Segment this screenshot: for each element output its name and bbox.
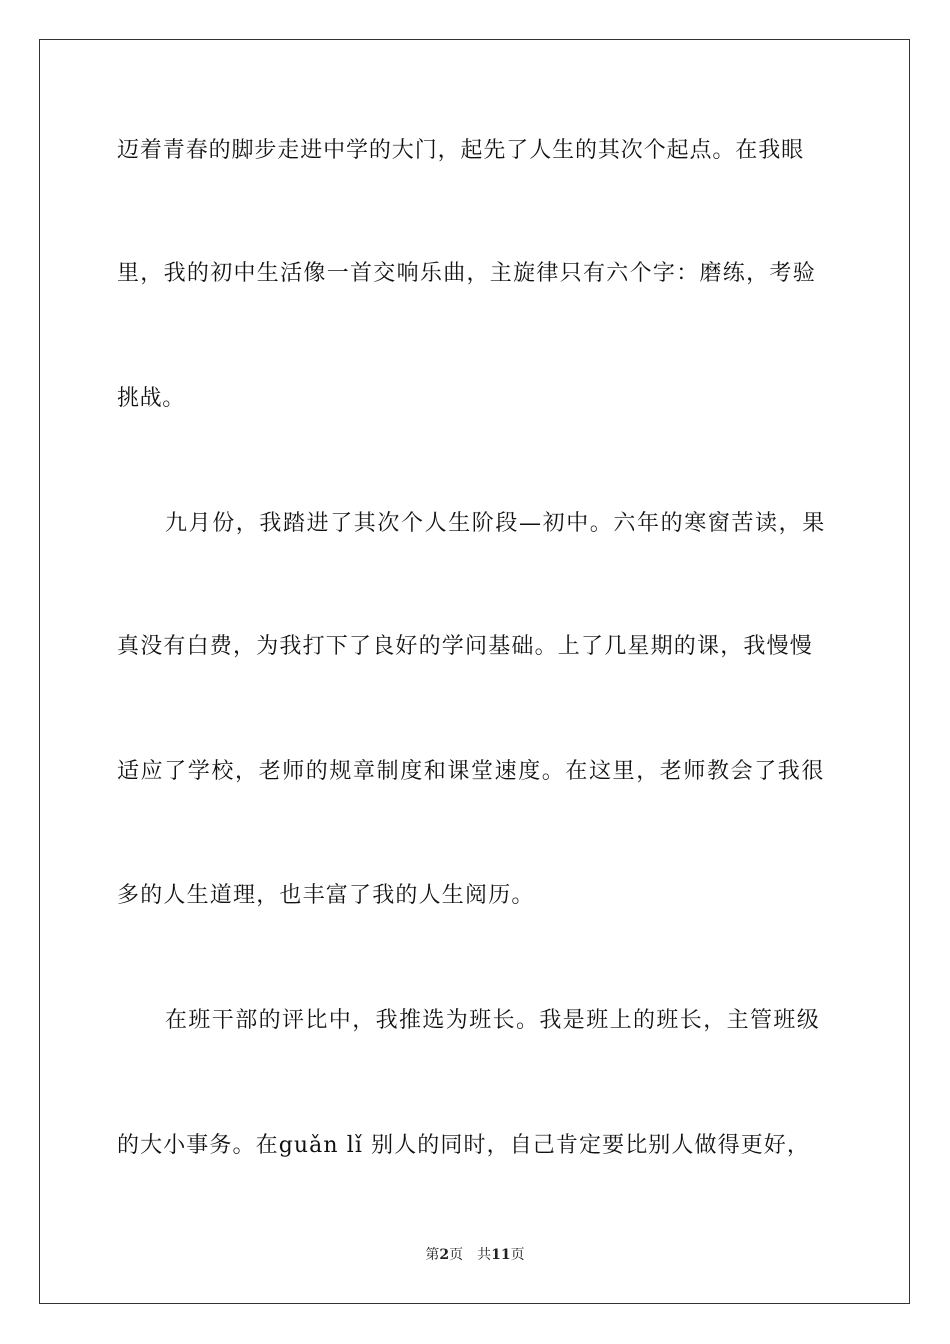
body-text-line: 真没有白费，为我打下了良好的学问基础。上了几星期的课，我慢慢 (117, 634, 814, 659)
body-text-line: 多的人生道理，也丰富了我的人生阅历。 (117, 883, 535, 908)
paragraph-start-line: 九月份，我踏进了其次个人生阶段—初中。六年的寒窗苦读，果 (165, 511, 826, 536)
body-text-line: 里，我的初中生活像一首交响乐曲，主旋律只有六个字：磨练，考验 (117, 261, 817, 286)
total-suffix: 页 (510, 1247, 525, 1263)
body-text-line: 的大小事务。在guǎn lǐ 别人的同时，自己肯定要比别人做得更好， (117, 1133, 810, 1158)
page-number: 2 (439, 1247, 450, 1263)
page-frame (39, 39, 910, 1304)
total-pages: 11 (491, 1247, 511, 1263)
page-footer (0, 1245, 950, 1265)
total-prefix: 共 (477, 1247, 492, 1263)
body-text-line: 适应了学校，老师的规章制度和课堂速度。在这里，老师教会了我很 (117, 759, 826, 784)
page-prefix: 第 (425, 1247, 440, 1263)
paragraph-start-line: 在班干部的评比中，我推选为班长。我是班上的班长，主管班级 (165, 1008, 821, 1033)
body-text-line: 迈着青春的脚步走进中学的大门，起先了人生的其次个起点。在我眼 (117, 138, 805, 163)
page-suffix: 页 (449, 1247, 464, 1263)
body-text-line: 挑战。 (117, 386, 185, 411)
